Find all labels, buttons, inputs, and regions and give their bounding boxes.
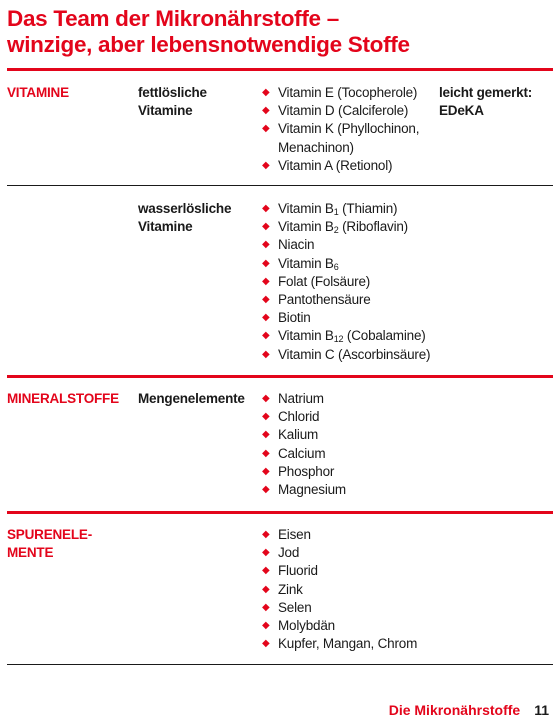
list-item-text: Vitamin A (Retionol)	[278, 157, 393, 173]
mnemonic-note	[439, 84, 532, 120]
list-item	[262, 426, 346, 444]
list-item	[262, 327, 430, 345]
section-divider	[7, 375, 553, 378]
list-item	[262, 218, 430, 236]
category-vitamine-label: VITAMINE	[7, 85, 69, 100]
subcategory-wasserloesliche	[138, 200, 231, 236]
bullet-icon: ◆	[262, 565, 270, 577]
bullet-icon: ◆	[262, 239, 270, 251]
page-number: 11	[534, 702, 549, 718]
subcategory-fettloesliche-line-2: Vitamine	[138, 103, 193, 119]
table-bottom-rule	[7, 664, 553, 665]
list-item	[262, 84, 419, 102]
list-item	[262, 236, 430, 254]
category-spurenelemente-line-1: SPURENELE-	[7, 527, 93, 542]
bullet-icon: ◆	[262, 583, 270, 595]
list-item	[262, 157, 419, 175]
bullet-icon: ◆	[262, 429, 270, 441]
category-spurenelemente-line-2: MENTE	[7, 545, 54, 561]
bullet-icon: ◆	[262, 411, 270, 423]
subcategory-mengenelemente	[138, 390, 245, 408]
list-item-text: Folat (Folsäure)	[278, 273, 371, 289]
list-item-text: Vitamin B	[278, 328, 334, 344]
list-item-text: Vitamin C (Ascorbinsäure)	[278, 346, 431, 362]
subcategory-wasserloesliche-line-2: Vitamine	[138, 219, 193, 235]
bullet-icon: ◆	[262, 203, 270, 214]
list-item-text: Vitamin B	[278, 201, 334, 216]
footer-section-label: Die Mikronährstoffe	[388, 702, 521, 718]
list-item-text: Natrium	[278, 391, 324, 406]
list-item	[262, 544, 417, 562]
list-item	[262, 291, 430, 309]
list-item-text: Magnesium	[278, 482, 346, 498]
list-item-text: Niacin	[278, 237, 315, 253]
list-wasserloesliche-vitamine	[262, 200, 430, 364]
subcategory-fettloesliche-line-1: fettlösliche	[138, 85, 207, 100]
bullet-icon: ◆	[262, 601, 270, 613]
list-item	[262, 526, 417, 544]
list-item	[262, 200, 430, 218]
mnemonic-label: leicht gemerkt:	[439, 85, 533, 100]
list-item-text: Biotin	[278, 310, 311, 326]
bullet-icon: ◆	[262, 484, 270, 496]
list-item-text-suffix: (Riboflavin)	[338, 219, 408, 235]
list-item	[262, 120, 419, 156]
subscript: 6	[333, 261, 339, 272]
bullet-icon: ◆	[262, 547, 270, 559]
bullet-icon: ◆	[262, 159, 270, 171]
bullet-icon: ◆	[262, 294, 270, 306]
list-item	[262, 255, 430, 273]
list-item-text: Vitamin D (Calciferole)	[278, 103, 409, 119]
bullet-icon: ◆	[262, 638, 270, 650]
bullet-icon: ◆	[262, 348, 270, 360]
category-spurenelemente	[7, 526, 92, 562]
section-divider	[7, 511, 553, 514]
list-item-text: Jod	[278, 545, 300, 561]
bullet-icon: ◆	[262, 87, 270, 98]
subscript: 12	[333, 334, 344, 345]
list-item-text: Vitamin K (Phyllochinon,	[278, 121, 420, 137]
category-vitamine	[7, 84, 69, 102]
bullet-icon: ◆	[262, 393, 270, 404]
list-item	[262, 562, 417, 580]
table-top-rule	[7, 68, 553, 71]
list-item-text: Vitamin E (Tocopherole)	[278, 85, 418, 100]
list-item-text-suffix: (Thiamin)	[338, 201, 398, 216]
bullet-icon: ◆	[262, 105, 270, 117]
bullet-icon: ◆	[262, 465, 270, 477]
list-item	[262, 390, 346, 408]
page-footer	[389, 701, 549, 719]
subscript: 2	[333, 225, 339, 236]
list-item-text: Selen	[278, 599, 312, 615]
bullet-icon: ◆	[262, 447, 270, 459]
list-item	[262, 599, 417, 617]
list-item	[262, 273, 430, 291]
bullet-icon: ◆	[262, 221, 270, 233]
list-item	[262, 481, 346, 499]
list-item-text-suffix: (Cobalamine)	[343, 328, 426, 344]
list-item	[262, 309, 430, 327]
list-mengenelemente	[262, 390, 346, 499]
list-item-text: Phosphor	[278, 463, 335, 479]
bullet-icon: ◆	[262, 330, 270, 342]
list-item-text: Kupfer, Mangan, Chrom	[278, 636, 418, 652]
list-item-text: Kalium	[278, 427, 319, 443]
page-title-line-2: winzige, aber lebensnotwendige Stoffe	[7, 32, 410, 57]
list-item	[262, 635, 417, 653]
list-item-text: Molybdän	[278, 618, 335, 634]
list-item	[262, 408, 346, 426]
bullet-icon: ◆	[262, 123, 270, 135]
list-item-text: Vitamin B	[278, 255, 334, 271]
bullet-icon: ◆	[262, 275, 270, 287]
list-item-text: Chlorid	[278, 409, 320, 425]
subcategory-fettloesliche	[138, 84, 207, 120]
list-item-text: Zink	[278, 581, 303, 597]
list-item-text: Calcium	[278, 445, 326, 461]
list-item	[262, 102, 419, 120]
list-item-text: Eisen	[278, 527, 311, 542]
page-title	[7, 6, 552, 58]
list-item-text: Fluorid	[278, 563, 318, 579]
list-item-text: Pantothensäure	[278, 292, 371, 308]
subscript: 1	[333, 207, 339, 217]
subcategory-wasserloesliche-line-1: wasserlösliche	[138, 201, 232, 216]
list-item	[262, 617, 417, 635]
mnemonic-value: EDeKA	[439, 103, 484, 119]
list-item-text-continued: Menachinon)	[278, 139, 354, 155]
bullet-icon: ◆	[262, 312, 270, 324]
row-divider	[7, 185, 553, 186]
list-item-text: Vitamin B	[278, 219, 334, 235]
list-item	[262, 463, 346, 481]
category-mineralstoffe	[7, 390, 119, 408]
list-item	[262, 445, 346, 463]
subcategory-mengenelemente-label: Mengenelemente	[138, 391, 245, 406]
bullet-icon: ◆	[262, 620, 270, 632]
bullet-icon: ◆	[262, 257, 270, 269]
bullet-icon: ◆	[262, 529, 270, 540]
list-fettloesliche-vitamine	[262, 84, 419, 175]
list-spurenelemente	[262, 526, 417, 653]
page-title-line-1: Das Team der Mikronährstoffe –	[7, 6, 339, 31]
list-item	[262, 581, 417, 599]
category-mineralstoffe-label: MINERALSTOFFE	[7, 391, 119, 406]
list-item	[262, 346, 430, 364]
